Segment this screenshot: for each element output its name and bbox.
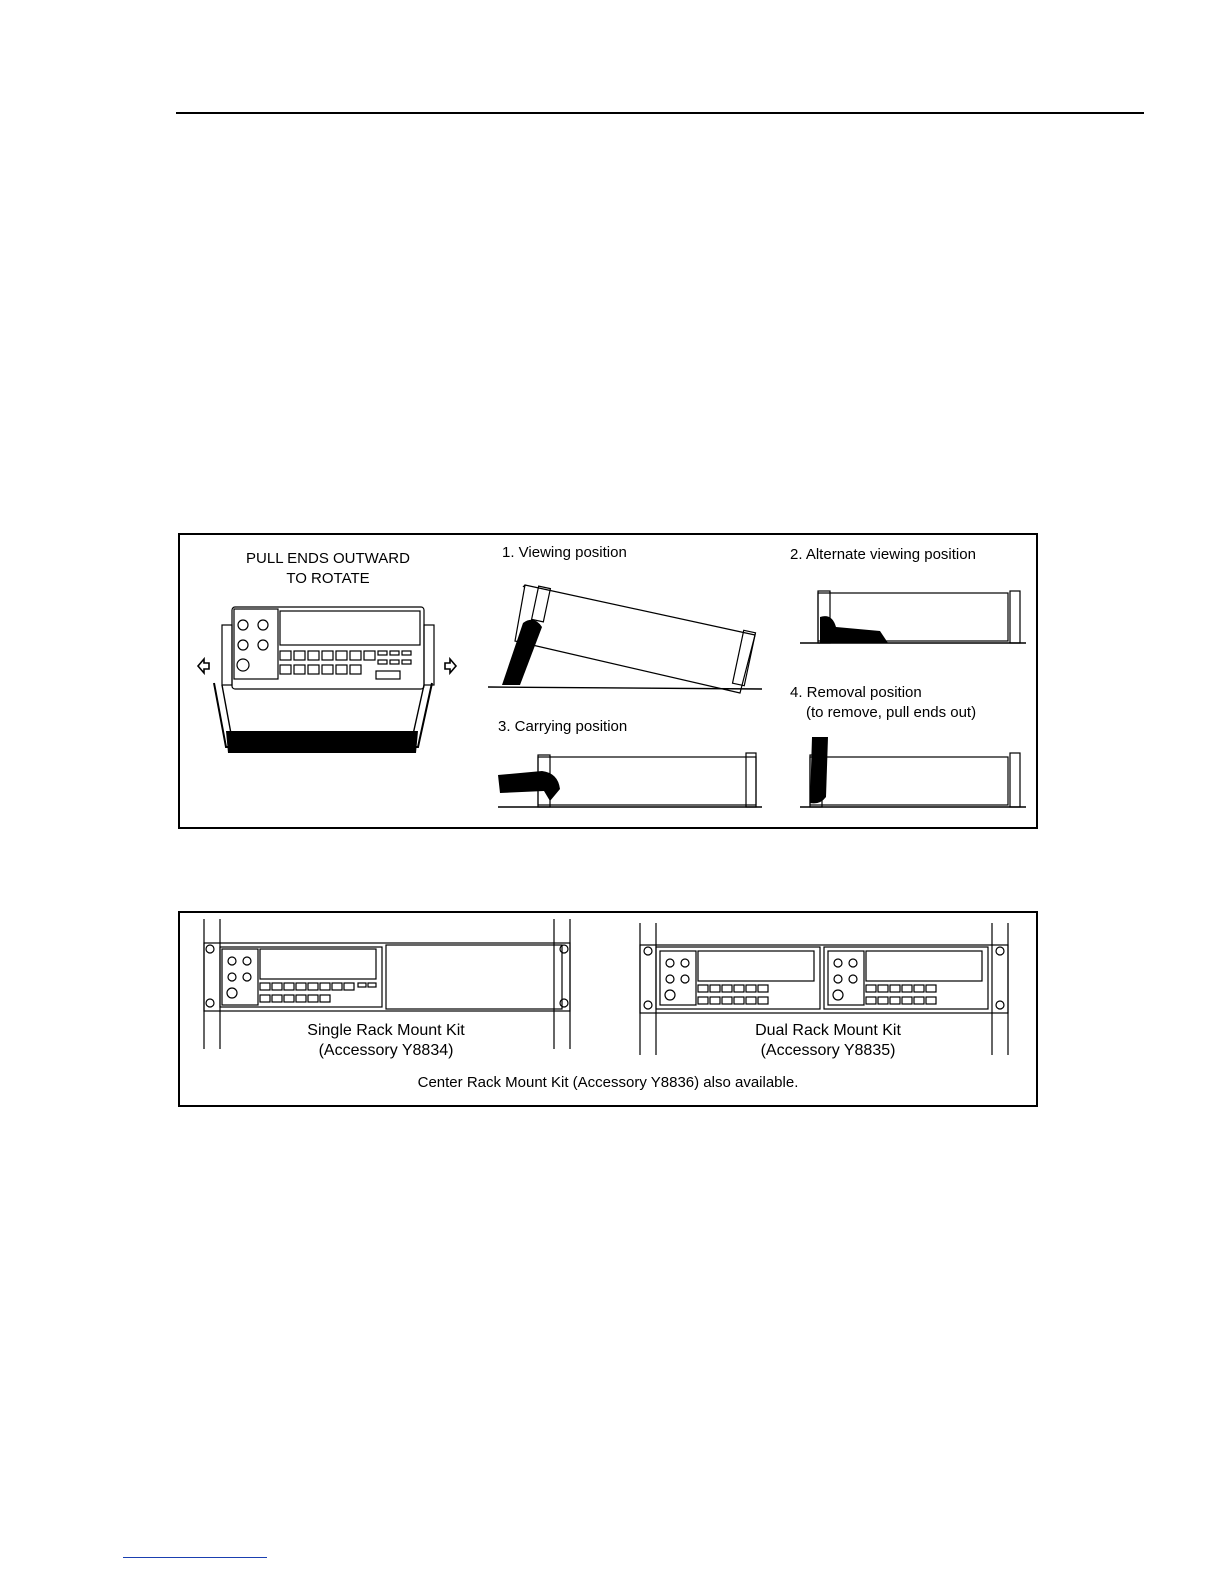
handle-positions-figure: [178, 533, 1038, 829]
single-rack-caption: [276, 1021, 496, 1061]
dual-rack-title: Dual Rack Mount Kit: [755, 1022, 901, 1039]
removal-position-label: 4. Removal position: [790, 684, 922, 701]
rack-mount-figure: [178, 911, 1038, 1107]
removal-position-note: (to remove, pull ends out): [806, 704, 977, 721]
footer-rule: [123, 1557, 267, 1558]
center-rack-note: Center Rack Mount Kit (Accessory Y8836) also available.: [417, 1074, 799, 1091]
single-rack-accessory: (Accessory Y8834): [318, 1042, 454, 1059]
arrow-left-icon: [198, 659, 209, 673]
arrow-right-icon: [445, 659, 456, 673]
pull-ends-line2: TO ROTATE: [286, 570, 370, 587]
pull-ends-title: [228, 549, 428, 589]
pull-ends-line1: PULL ENDS OUTWARD: [246, 550, 410, 567]
dual-rack-caption: [718, 1021, 938, 1061]
meter-front-view: [222, 607, 434, 689]
removal-position-drawing: [800, 753, 1026, 807]
single-rack-title: Single Rack Mount Kit: [307, 1022, 465, 1039]
carrying-position-label: 3. Carrying position: [498, 718, 628, 735]
header-rule: [176, 112, 1144, 114]
alternate-viewing-label: 2. Alternate viewing position: [790, 546, 976, 563]
viewing-position-label: 1. Viewing position: [502, 544, 627, 561]
dual-rack-accessory: (Accessory Y8835): [760, 1042, 896, 1059]
